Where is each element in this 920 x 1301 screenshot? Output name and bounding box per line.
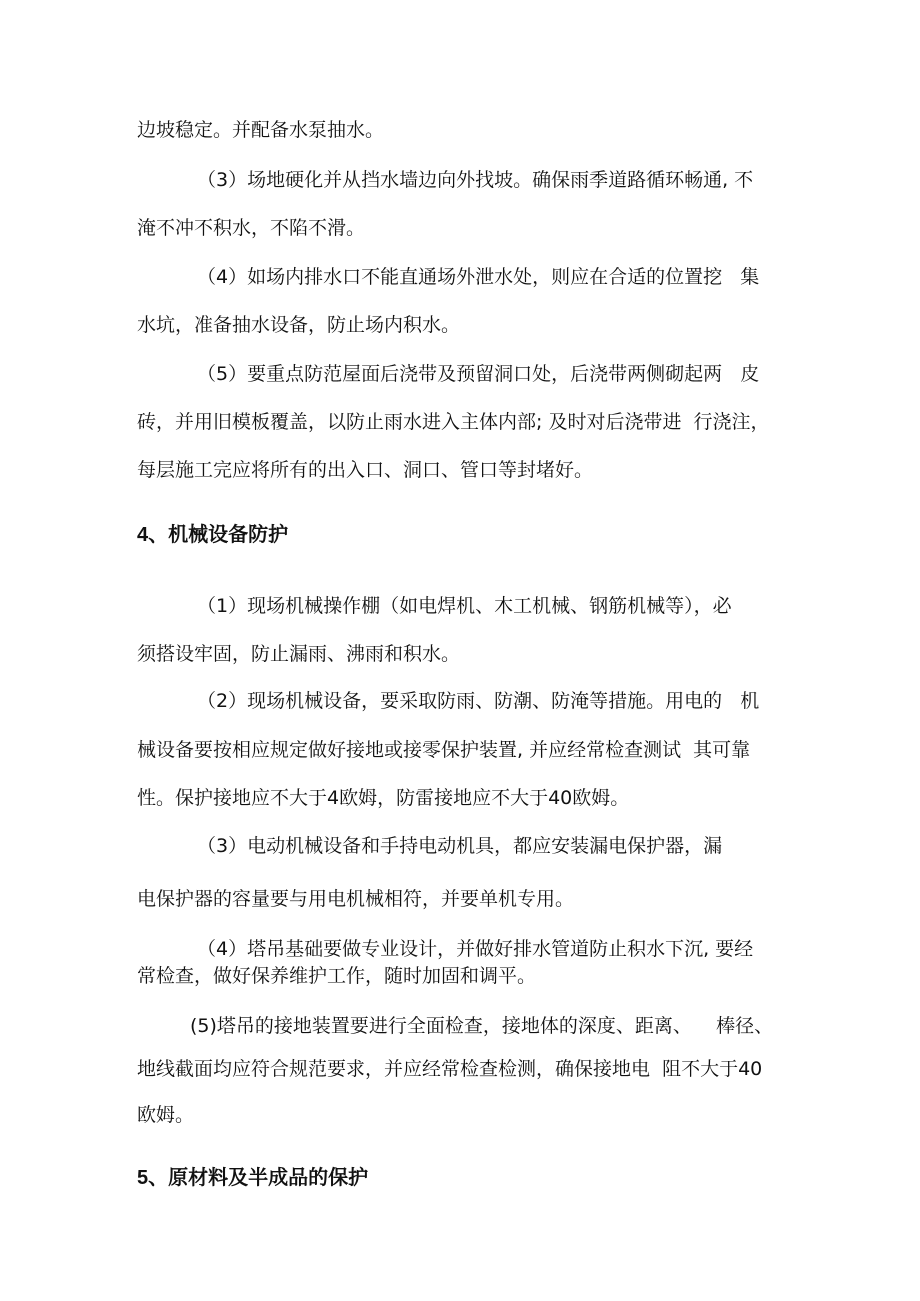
paragraph-line: 每层施工完应将所有的出入口、洞口、管口等封堵好。 <box>137 459 594 481</box>
section-heading: 5、原材料及半成品的保护 <box>137 1167 369 1189</box>
paragraph-line: （3）电动机械设备和手持电动机具，都应安装漏电保护器，漏 <box>197 835 723 857</box>
paragraph-line: （4）塔吊基础要做专业设计，并做好排水管道防止积水下沉, 要经 <box>197 938 754 960</box>
paragraph-line: （1）现场机械操作棚（如电焊机、木工机械、钢筋机械等），必 <box>197 595 732 617</box>
paragraph-line: 淹不冲不积水，不陷不滑。 <box>137 217 366 239</box>
paragraph-line: 水坑，准备抽水设备，防止场内积水。 <box>137 314 461 336</box>
paragraph-line: （3）场地硬化并从挡水墙边向外找坡。确保雨季道路循环畅通, 不 <box>197 169 754 191</box>
section-heading: 4、机械设备防护 <box>137 524 289 546</box>
paragraph-line: 边坡稳定。并配备水泵抽水。 <box>137 119 385 141</box>
paragraph-line: 电保护器的容量要与用电机械相符，并要单机专用。 <box>137 888 575 910</box>
paragraph-line: （5）要重点防范屋面后浇带及预留洞口处，后浇带两侧砌起两 皮 <box>197 363 760 385</box>
paragraph-line: 须搭设牢固，防止漏雨、沸雨和积水。 <box>137 643 461 665</box>
paragraph-line: 砖，并用旧模板覆盖，以防止雨水进入主体内部; 及时对后浇带进 行浇注， <box>137 411 770 433</box>
paragraph-line: 性。保护接地应不大于4欧姆，防雷接地应不大于40欧姆。 <box>137 787 630 809</box>
paragraph-line: 欧姆。 <box>137 1104 195 1126</box>
paragraph-line: （4）如场内排水口不能直通场外泄水处，则应在合适的位置挖 集 <box>197 266 760 288</box>
paragraph-line: （2）现场机械设备，要采取防雨、防潮、防淹等措施。用电的 机 <box>197 690 760 712</box>
paragraph-line: 械设备要按相应规定做好接地或接零保护装置, 并应经常检查测试 其可靠 <box>137 739 751 761</box>
paragraph-line: 常检查，做好保养维护工作，随时加固和调平。 <box>137 965 537 987</box>
paragraph-line: (5)塔吊的接地装置要进行全面检查，接地体的深度、距离、 棒径、 <box>190 1015 774 1037</box>
paragraph-line: 地线截面均应符合规范要求，并应经常检查检测，确保接地电 阻不大于40 <box>137 1058 763 1080</box>
